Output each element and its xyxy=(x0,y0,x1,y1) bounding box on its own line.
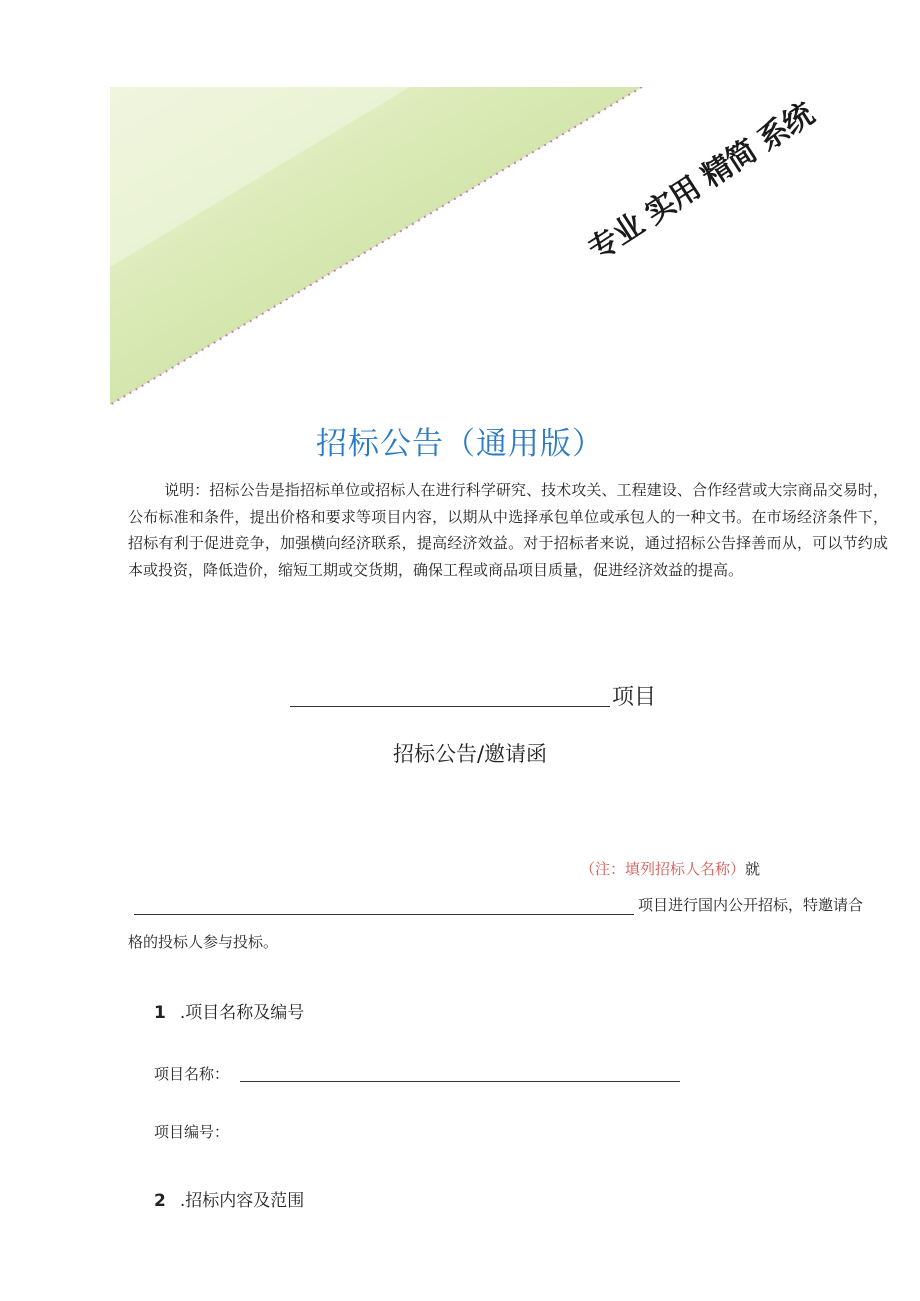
decorative-banner xyxy=(110,87,650,409)
intro-paragraph xyxy=(128,477,888,583)
project-name-blank[interactable] xyxy=(290,680,610,707)
section-1-number: 1 xyxy=(154,1003,166,1023)
invitation-project-blank[interactable] xyxy=(134,892,634,915)
invitation-line-end: 项目进行国内公开招标，特邀请合 xyxy=(638,896,864,914)
project-name-field[interactable] xyxy=(240,1061,680,1082)
intro-text: 说明：招标公告是指招标单位或招标人在进行科学研究、技术攻关、工程建设、合作经营或大宗商品交易时，公布标准和条件，提出价格和要求等项目内容，以期从中选择承包单位或承包人的一种文书。在市场经济条件下，招标有利于促进竞争，加强横向经济联系，提高经济效益。对于招标者来说，通过招标公告择善而从，可以节约成本或投资，降低造价，缩短工期或交货期，确保工程或商品项目质量，促进经济效益的提高。 xyxy=(128,481,888,579)
section-2-title: .招标内容及范围 xyxy=(179,1191,305,1211)
slogan: 专业 实用 精简 系统 xyxy=(582,96,820,269)
project-no-label: 项目编号： xyxy=(154,1123,230,1141)
tenderer-note: （注：填列招标人名称） xyxy=(580,860,746,878)
subtitle: 招标公告/邀请函 xyxy=(392,742,548,766)
section-2-heading xyxy=(154,1186,304,1211)
project-suffix: 项目 xyxy=(612,685,657,710)
section-2-number: 2 xyxy=(154,1191,166,1211)
page-title: 招标公告（通用版） xyxy=(316,426,604,462)
section-1-title: .项目名称及编号 xyxy=(179,1003,305,1023)
invitation-line-2: 格的投标人参与投标。 xyxy=(128,933,279,951)
project-name-label: 项目名称： xyxy=(154,1065,230,1083)
invitation-note-after: 就 xyxy=(745,860,761,878)
section-1-heading xyxy=(154,998,304,1023)
invitation-note xyxy=(580,858,760,879)
